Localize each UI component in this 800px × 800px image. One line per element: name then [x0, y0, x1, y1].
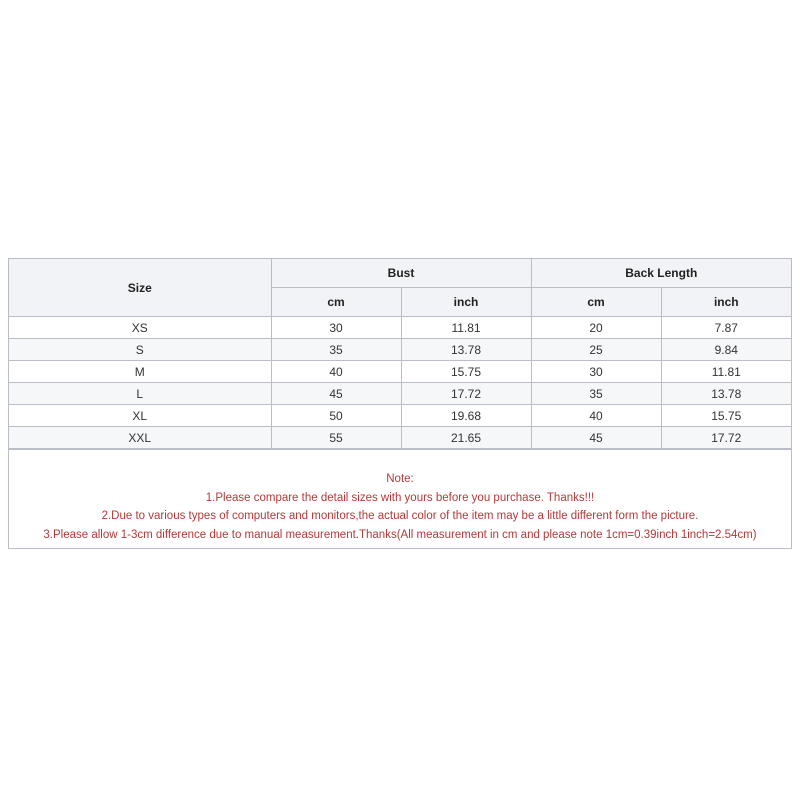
cell-size: XS	[9, 317, 271, 339]
cell-bust-cm: 45	[271, 383, 401, 405]
table-row	[9, 317, 791, 339]
cell-size: XL	[9, 405, 271, 427]
cell-back-inch: 9.84	[661, 339, 791, 361]
cell-back-inch: 13.78	[661, 383, 791, 405]
table-body	[9, 317, 791, 449]
note-line-1: 1.Please compare the detail sizes with yours before you purchase. Thanks!!!	[205, 491, 595, 504]
header-size: Size	[9, 259, 271, 317]
size-table	[9, 259, 791, 449]
header-back-cm: cm	[531, 288, 661, 317]
cell-bust-inch: 11.81	[401, 317, 531, 339]
cell-bust-cm: 40	[271, 361, 401, 383]
note-line-3: 3.Please allow 1-3cm difference due to manual measurement.Thanks(All measurement in cm and please note 1cm=0.39inch 1inch=2.54cm)	[43, 528, 757, 541]
cell-back-inch: 17.72	[661, 427, 791, 449]
cell-bust-inch: 21.65	[401, 427, 531, 449]
cell-back-cm: 45	[531, 427, 661, 449]
table-row	[9, 427, 791, 449]
cell-bust-inch: 17.72	[401, 383, 531, 405]
cell-back-inch: 11.81	[661, 361, 791, 383]
cell-back-cm: 35	[531, 383, 661, 405]
cell-bust-cm: 35	[271, 339, 401, 361]
cell-back-cm: 40	[531, 405, 661, 427]
cell-size: L	[9, 383, 271, 405]
table-row	[9, 405, 791, 427]
cell-bust-cm: 55	[271, 427, 401, 449]
cell-bust-cm: 50	[271, 405, 401, 427]
cell-back-inch: 7.87	[661, 317, 791, 339]
cell-back-inch: 15.75	[661, 405, 791, 427]
cell-back-cm: 25	[531, 339, 661, 361]
cell-size: S	[9, 339, 271, 361]
header-bust-cm: cm	[271, 288, 401, 317]
cell-back-cm: 20	[531, 317, 661, 339]
note-section	[9, 449, 791, 548]
cell-bust-inch: 15.75	[401, 361, 531, 383]
header-bust: Bust	[271, 259, 531, 288]
cell-size: M	[9, 361, 271, 383]
cell-back-cm: 30	[531, 361, 661, 383]
table-row	[9, 361, 791, 383]
note-line-2: 2.Due to various types of computers and monitors,the actual color of the item may be a little different form the picture.	[101, 510, 699, 522]
header-back-length: Back Length	[531, 259, 791, 288]
cell-size: XXL	[9, 427, 271, 449]
table-row	[9, 383, 791, 405]
table-row	[9, 339, 791, 361]
header-back-inch: inch	[661, 288, 791, 317]
note-title: Note:	[386, 473, 414, 485]
cell-bust-inch: 19.68	[401, 405, 531, 427]
header-bust-inch: inch	[401, 288, 531, 317]
table-header	[9, 259, 791, 317]
cell-bust-cm: 30	[271, 317, 401, 339]
cell-bust-inch: 13.78	[401, 339, 531, 361]
size-chart	[8, 258, 792, 549]
